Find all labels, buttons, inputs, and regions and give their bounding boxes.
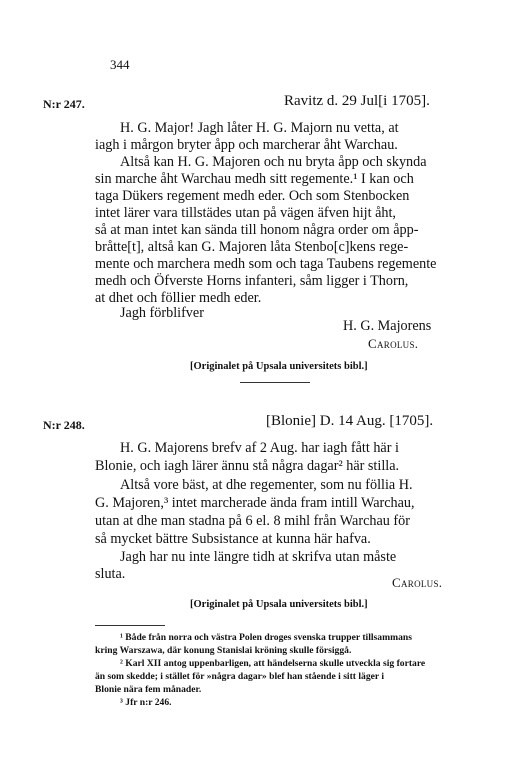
- letter-248-line: G. Majoren,³ intet marcherade ända fram intill Warchau,: [95, 495, 415, 511]
- letter-247-line: intet lärer vara tillstädes utan på vägen äfven hijt åht,: [95, 205, 396, 221]
- letter-248-line: sluta.: [95, 566, 126, 582]
- letter-247-line: at dhet och föllier medh eder.: [95, 290, 262, 306]
- footnote-separator: [95, 625, 165, 626]
- letter-247-line: så at man intet kan sända till honom några order om åpp-: [95, 222, 419, 238]
- letter-247-line: iagh i mårgon bryter åpp och marcherar åht Warchau.: [95, 137, 398, 153]
- footnote-line: ² Karl XII antog uppenbarligen, att händelserna skulle utveckla sig fortare: [120, 658, 426, 669]
- letter-247-line: H. G. Major! Jagh låter H. G. Majorn nu vetta, at: [120, 120, 399, 136]
- letter-247-line: medh och Öfverste Horns infanteri, såm ligger i Thorn,: [95, 273, 409, 289]
- letter-248-source: [Originalet på Upsala universitets bibl.]: [190, 599, 368, 610]
- letter-247-line: Jagh förblifver: [120, 305, 204, 321]
- letter-number-247: N:r 247.: [43, 97, 85, 111]
- letter-248-line: Altså vore bäst, at dhe regementer, som nu föllia H.: [120, 477, 413, 493]
- letter-247-line: taga Dükers regement medh eder. Och som Stenbocken: [95, 188, 410, 204]
- footnote-line: än som skedde; i stället för »några dagar» blef han stående i sitt läger i: [95, 671, 385, 682]
- footnote-line: ³ Jfr n:r 246.: [120, 697, 172, 708]
- letter-heading-248: [Blonie] D. 14 Aug. [1705].: [266, 413, 434, 429]
- letter-247-line: Altså kan H. G. Majoren och nu bryta åpp och skynda: [120, 154, 427, 170]
- letter-248-line: Blonie, och iagh lärer ännu stå några dagar² här stilla.: [95, 458, 400, 474]
- page-number: 344: [110, 57, 130, 72]
- section-divider: [240, 382, 310, 383]
- footnote-line: kring Warszawa, där konung Stanislai kröning skulle försiggå.: [95, 645, 352, 656]
- letter-heading-247: Ravitz d. 29 Jul[i 1705].: [284, 93, 430, 109]
- letter-247-line: sin marche åht Warchau medh sitt regemente.¹ I kan och: [95, 171, 414, 187]
- letter-247-line: mente och marchera medh som och taga Taubens regemente: [95, 256, 437, 272]
- letter-248-signature: Carolus.: [392, 575, 443, 590]
- letter-number-248: N:r 248.: [43, 418, 85, 432]
- letter-248-line: utan at dhe man stadna på 6 el. 8 mihl från Warchau för: [95, 513, 410, 529]
- letter-248-line: Jagh har nu inte längre tidh at skrifva utan måste: [120, 549, 397, 565]
- footnote-line: Blonie nära fem månader.: [95, 684, 202, 695]
- letter-247-source: [Originalet på Upsala universitets bibl.]: [190, 361, 368, 372]
- letter-247-line: bråtte[t], altså kan G. Majoren låta Stenbo[c]kens rege-: [95, 239, 409, 255]
- letter-247-signature: Carolus.: [368, 336, 419, 351]
- letter-248-line: så mycket bättre Subsistance at kunna här hafva.: [95, 531, 371, 547]
- letter-248-line: H. G. Majorens brefv af 2 Aug. har iagh fått här i: [120, 440, 399, 456]
- footnote-line: ¹ Både från norra och västra Polen droges svenska trupper tillsammans: [120, 632, 412, 643]
- letter-247-closing: H. G. Majorens: [343, 318, 432, 334]
